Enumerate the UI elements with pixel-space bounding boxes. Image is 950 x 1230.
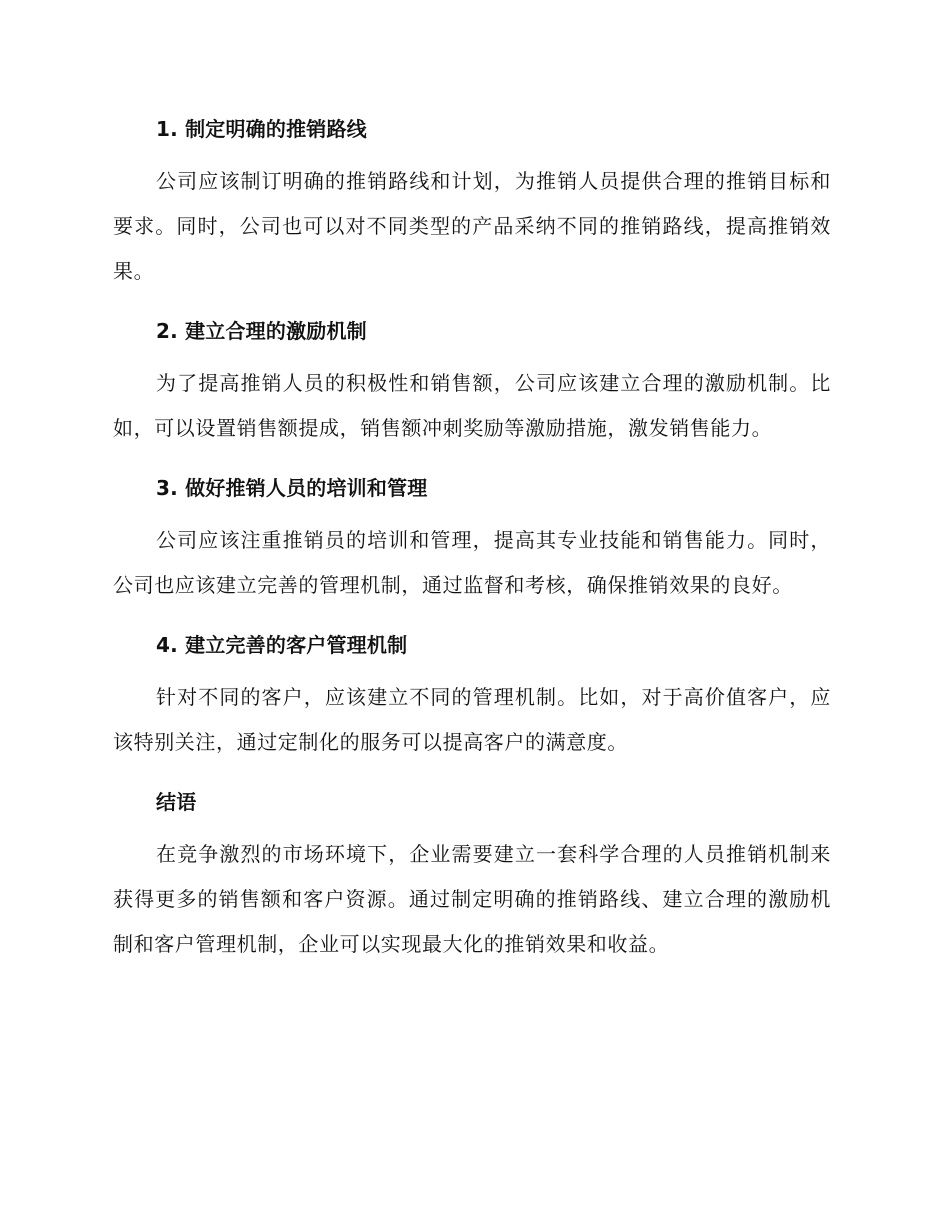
section-heading: 结语: [156, 790, 197, 814]
section-conclusion: [113, 785, 831, 967]
section-customer: [113, 628, 831, 765]
document-content: [113, 112, 831, 967]
section-paragraph: 为了提高推销人员的积极性和销售额，公司应该建立合理的激励机制。比如，可以设置销售额提成，销售额冲刺奖励等激励措施，激发销售能力。: [113, 371, 831, 440]
section-training: [113, 471, 831, 608]
section-paragraph: 公司应该注重推销员的培训和管理，提高其专业技能和销售能力。同时，公司也应该建立完善的管理机制，通过监督和考核，确保推销效果的良好。: [113, 528, 831, 597]
section-heading: 4. 建立完善的客户管理机制: [156, 633, 408, 657]
section-route: [113, 112, 831, 294]
section-paragraph: 在竞争激烈的市场环境下，企业需要建立一套科学合理的人员推销机制来获得更多的销售额和客户资源。通过制定明确的推销路线、建立合理的激励机制和客户管理机制，企业可以实现最大化的推销效果和收益。: [113, 842, 831, 956]
section-paragraph: 针对不同的客户，应该建立不同的管理机制。比如，对于高价值客户，应该特别关注，通过定制化的服务可以提高客户的满意度。: [113, 685, 831, 754]
section-heading: 2. 建立合理的激励机制: [156, 319, 367, 343]
section-heading: 1. 制定明确的推销路线: [156, 117, 367, 141]
section-heading: 3. 做好推销人员的培训和管理: [156, 476, 428, 500]
section-paragraph: 公司应该制订明确的推销路线和计划，为推销人员提供合理的推销目标和要求。同时，公司也可以对不同类型的产品采纳不同的推销路线，提高推销效果。: [113, 169, 831, 283]
section-incentive: [113, 314, 831, 451]
